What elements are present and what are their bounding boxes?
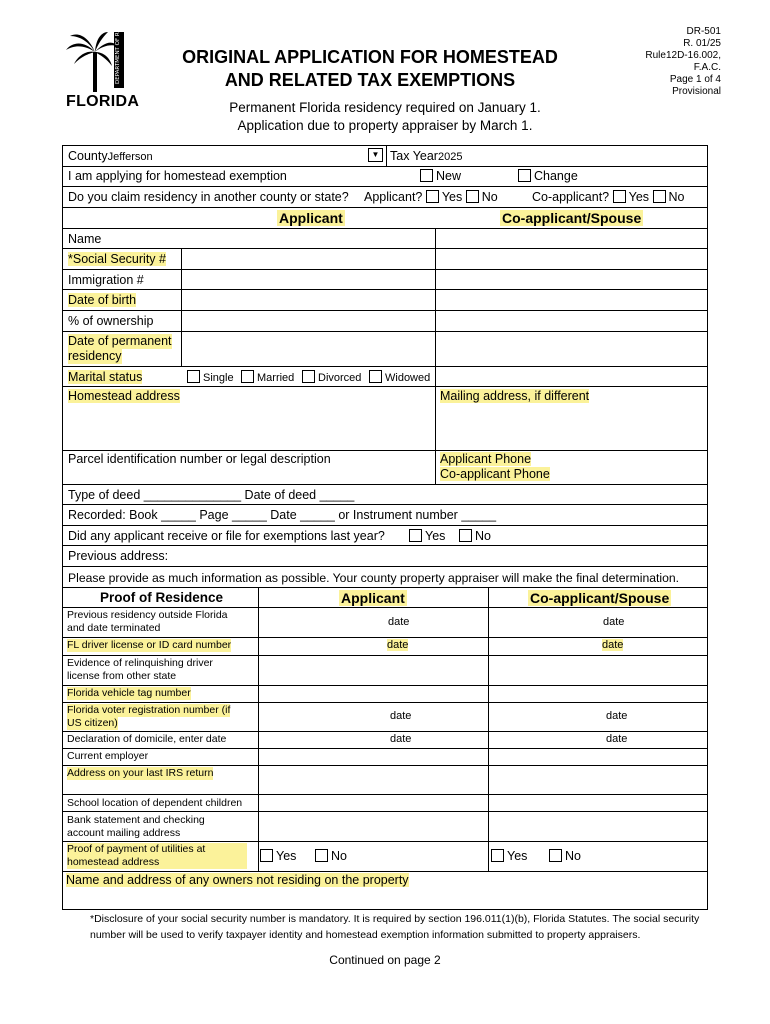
last-year-question: Did any applicant receive or file for exemptions last year? — [68, 529, 385, 543]
ssn-label: *Social Security # — [68, 252, 166, 266]
new-checkbox[interactable] — [420, 169, 433, 182]
county-select[interactable]: Jefferson — [107, 151, 153, 163]
utilities-coapplicant-no[interactable]: No — [549, 849, 581, 863]
school-label: School location of dependent children — [67, 797, 243, 809]
fl-license-applicant-date[interactable]: date — [387, 639, 409, 651]
prev-residency-coapplicant-date[interactable]: date — [603, 616, 625, 628]
last-year-yes[interactable]: Yes — [409, 529, 445, 543]
fl-license-coapplicant-date[interactable]: date — [602, 639, 624, 651]
residency-applicant: Applicant? Yes No — [364, 190, 498, 204]
residency-applicant-yes-checkbox[interactable] — [426, 190, 439, 203]
form-subtitle: Permanent Florida residency required on January 1. Application due to property appraiser by March 1. — [229, 100, 541, 133]
prev-residency-label: Previous residency outside Florida and date terminated — [67, 609, 228, 634]
mailing-address-label: Mailing address, if different — [440, 389, 590, 403]
applicant-phone-label: Applicant Phone — [440, 452, 532, 466]
tax-year-input[interactable]: 2025 — [437, 151, 463, 163]
residency-date-label: Date of permanent residency — [68, 334, 172, 363]
marital-single[interactable]: Single — [187, 370, 234, 384]
marital-label: Marital status — [68, 370, 143, 384]
utilities-applicant-yes[interactable]: Yes — [260, 849, 296, 863]
new-option[interactable]: New — [420, 169, 461, 183]
change-checkbox[interactable] — [518, 169, 531, 182]
voter-coapplicant-date[interactable]: date — [606, 710, 628, 722]
proof-heading: Proof of Residence — [100, 590, 224, 605]
marital-widowed[interactable]: Widowed — [369, 370, 430, 384]
applicant-heading: Applicant — [279, 210, 343, 226]
prev-residency-applicant-date[interactable]: date — [388, 616, 410, 628]
tax-year-field: Tax Year2025 — [390, 149, 463, 163]
florida-wordmark: FLORIDA — [66, 93, 140, 110]
last-year-no[interactable]: No — [459, 529, 491, 543]
county-field — [68, 149, 153, 163]
marital-married[interactable]: Married — [241, 370, 294, 384]
proof-coapplicant-heading: Co-applicant/Spouse — [530, 590, 670, 606]
marital-divorced[interactable]: Divorced — [302, 370, 361, 384]
voter-label: Florida voter registration number (if US citizen) — [67, 704, 231, 729]
bank-label: Bank statement and checking account mailing address — [67, 814, 205, 839]
residency-applicant-no-checkbox[interactable] — [466, 190, 479, 203]
name-label: Name — [68, 232, 102, 246]
domicile-coapplicant-date[interactable]: date — [606, 733, 628, 745]
irs-address-label: Address on your last IRS return — [67, 767, 214, 779]
employer-label: Current employer — [67, 750, 149, 762]
chevron-down-icon[interactable]: ▼ — [368, 148, 383, 162]
residency-coapplicant: Co-applicant? Yes No — [532, 190, 685, 204]
ssn-disclosure: *Disclosure of your social security number is mandatory. It is required by section 196.011(1)(b), Florida Statutes. The social security number will be used to verify taxpayer identity and homestead exemption information submitted to property appraisers. — [90, 913, 700, 941]
coapplicant-heading: Co-applicant/Spouse — [502, 210, 642, 226]
domicile-label: Declaration of domicile, enter date — [67, 733, 227, 745]
recorded-row: Recorded: Book _____ Page _____ Date _____ or Instrument number _____ — [68, 508, 497, 522]
utilities-label: Proof of payment of utilities at homestead address — [67, 843, 247, 869]
residency-coapplicant-yes-checkbox[interactable] — [613, 190, 626, 203]
svg-text:DEPARTMENT OF REVENUE: DEPARTMENT OF REVENUE — [115, 30, 121, 84]
fl-license-label: FL driver license or ID card number — [67, 639, 232, 651]
vehicle-tag-label: Florida vehicle tag number — [67, 687, 191, 699]
utilities-coapplicant-yes[interactable]: Yes — [491, 849, 527, 863]
proof-note: Please provide as much information as possible. Your county property appraiser will make the final determination. — [68, 571, 680, 585]
form-title: ORIGINAL APPLICATION FOR HOMESTEAD AND RELATED TAX EXEMPTIONS — [182, 47, 558, 90]
deed-type-row: Type of deed ______________ Date of deed _____ — [68, 488, 355, 502]
immigration-label: Immigration # — [68, 273, 144, 287]
change-option[interactable]: Change — [518, 169, 578, 183]
coapplicant-phone-label: Co-applicant Phone — [440, 467, 550, 481]
parcel-label: Parcel identification number or legal description — [68, 452, 331, 466]
applying-label: I am applying for homestead exemption — [68, 169, 287, 183]
dob-label: Date of birth — [68, 293, 137, 307]
utilities-applicant-no[interactable]: No — [315, 849, 347, 863]
ownership-label: % of ownership — [68, 314, 154, 328]
homestead-address-label: Homestead address — [68, 389, 180, 403]
previous-address-label: Previous address: — [68, 549, 169, 563]
relinquish-label: Evidence of relinquishing driver license from other state — [67, 657, 213, 682]
domicile-applicant-date[interactable]: date — [390, 733, 412, 745]
voter-applicant-date[interactable]: date — [390, 710, 412, 722]
owners-label: Name and address of any owners not residing on the property — [66, 873, 409, 887]
continued-note: Continued on page 2 — [329, 953, 441, 967]
form-id-block: DR-501 R. 01/25 Rule12D-16.002, F.A.C. Page 1 of 4 Provisional — [645, 26, 721, 97]
residency-question: Do you claim residency in another county or state? — [68, 190, 349, 204]
county-label: County — [68, 149, 108, 163]
proof-applicant-heading: Applicant — [341, 590, 405, 606]
residency-coapplicant-no-checkbox[interactable] — [653, 190, 666, 203]
